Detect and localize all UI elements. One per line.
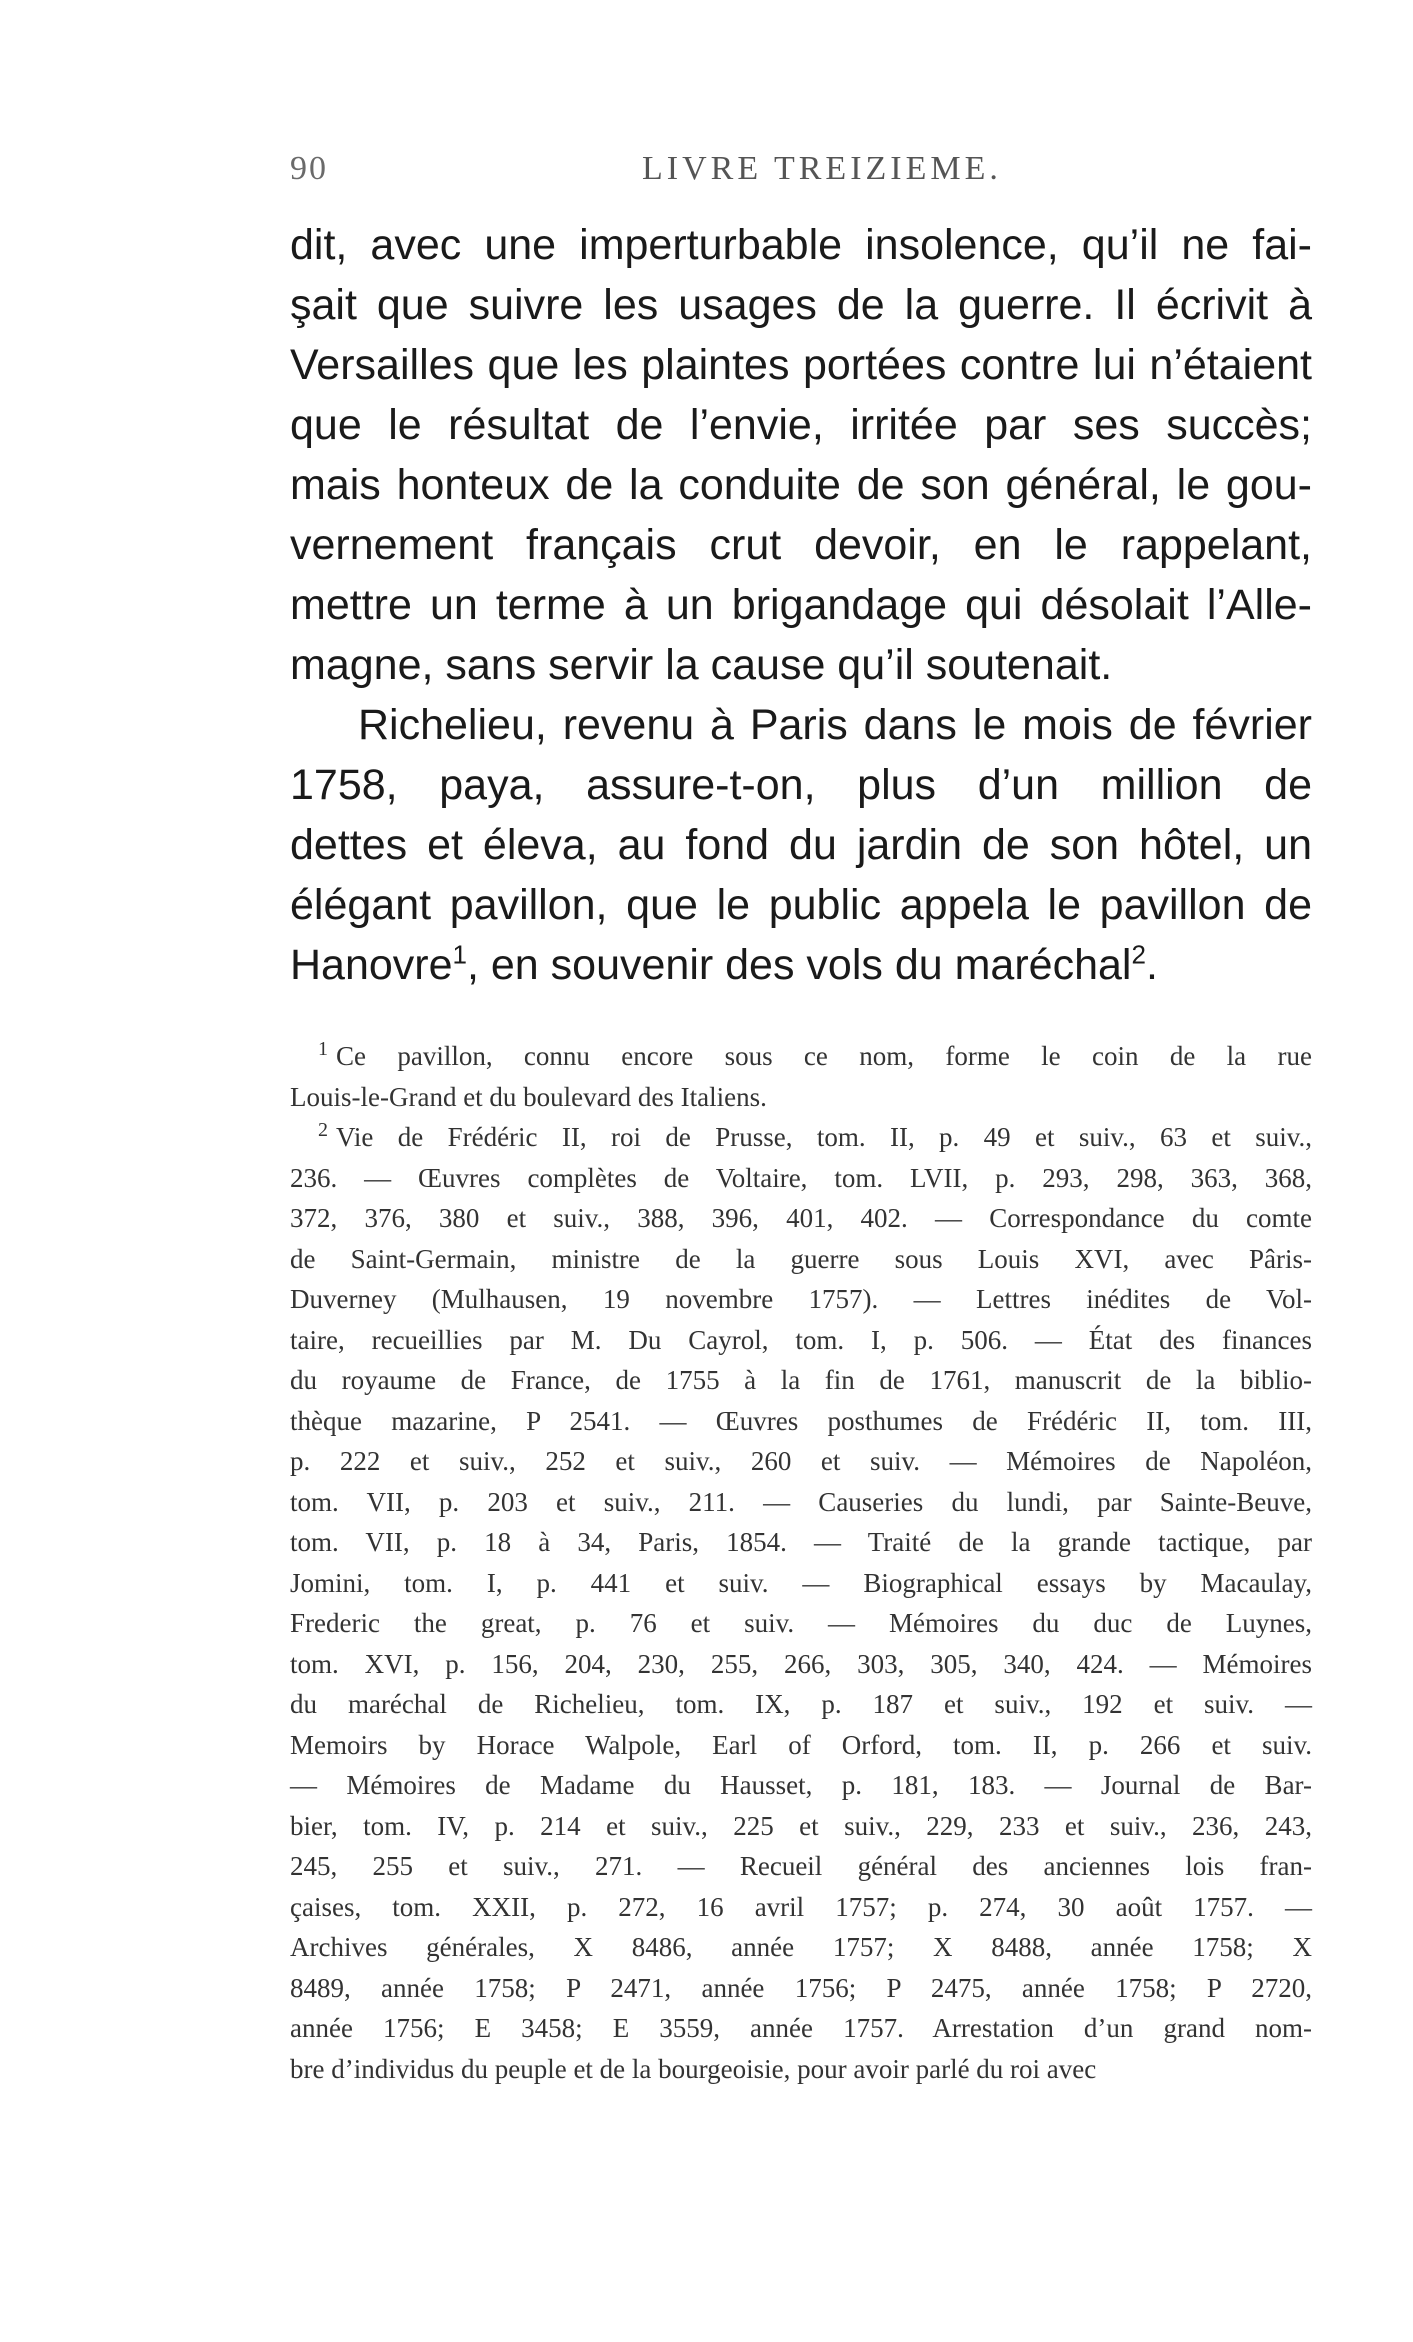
- text-line: Richelieu, revenu à Paris dans le mois de février: [358, 701, 1312, 749]
- text-line: mais honteux de la conduite de son général, le gou-: [290, 461, 1312, 509]
- footnote-ref-1[interactable]: 1: [452, 939, 467, 970]
- footnote-line: çaises, tom. XXII, p. 272, 16 avril 1757; p. 274, 30 août 1757. —: [290, 1891, 1312, 1922]
- text-fragment: .: [1145, 941, 1158, 989]
- footnote-line: tom. VII, p. 18 à 34, Paris, 1854. — Traité de la grande tactique, par: [290, 1527, 1312, 1557]
- footnote-line: du royaume de France, de 1755 à la fin de 1761, manuscrit de la biblio-: [290, 1365, 1312, 1395]
- text-line: dettes et éleva, au fond du jardin de son hôtel, un: [290, 821, 1312, 869]
- footnote-line: du maréchal de Richelieu, tom. IX, p. 187 et suiv., 192 et suiv. —: [290, 1689, 1312, 1719]
- book-title: LIVRE TREIZIEME.: [642, 150, 1002, 187]
- footnote-line: Louis-le-Grand et du boulevard des Italiens.: [290, 1081, 767, 1112]
- footnotes: [290, 1036, 1312, 2089]
- running-head: [290, 150, 1310, 206]
- text-fragment: Hanovre: [290, 941, 453, 989]
- text-fragment: , en souvenir des vols du maréchal: [467, 941, 1132, 989]
- footnote-line: Duverney (Mulhausen, 19 novembre 1757). — Lettres inédites de Vol-: [290, 1284, 1312, 1314]
- footnote-line: année 1756; E 3458; E 3559, année 1757. Arrestation d’un grand nom-: [290, 2013, 1312, 2043]
- footnote-text: Ce pavillon, connu encore sous ce nom, forme le coin de la rue: [336, 1041, 1312, 1071]
- footnote-line: 245, 255 et suiv., 271. — Recueil général des anciennes lois fran-: [290, 1851, 1312, 1881]
- footnote-line: taire, recueillies par M. Du Cayrol, tom. I, p. 506. — État des finances: [290, 1324, 1312, 1355]
- page-number: 90: [290, 150, 328, 187]
- footnote-1: [290, 1036, 1312, 1117]
- text-line: que le résultat de l’envie, irritée par ses succès;: [290, 401, 1312, 449]
- footnote-line: 372, 376, 380 et suiv., 388, 396, 401, 402. — Correspondance du comte: [290, 1203, 1312, 1233]
- text-line-last: [290, 935, 1312, 995]
- footnote-line: — Mémoires de Madame du Hausset, p. 181, 183. — Journal de Bar-: [290, 1770, 1312, 1800]
- text-line: Versailles que les plaintes portées contre lui n’étaient: [290, 341, 1312, 389]
- footnote-line: de Saint-Germain, ministre de la guerre sous Louis XVI, avec Pâris-: [290, 1243, 1312, 1274]
- text-line: 1758, paya, assure-t-on, plus d’un million de: [290, 761, 1312, 809]
- footnote-line: Frederic the great, p. 76 et suiv. — Mémoires du duc de Luynes,: [290, 1608, 1312, 1638]
- footnote-line: tom. XVI, p. 156, 204, 230, 255, 266, 303, 305, 340, 424. — Mémoires: [290, 1648, 1312, 1679]
- footnote-line: 8489, année 1758; P 2471, année 1756; P 2475, année 1758; P 2720,: [290, 1972, 1312, 2003]
- footnote-line: tom. VII, p. 203 et suiv., 211. — Causeries du lundi, par Sainte-Beuve,: [290, 1486, 1312, 1517]
- footnote-line: bier, tom. IV, p. 214 et suiv., 225 et suiv., 229, 233 et suiv., 236, 243,: [290, 1810, 1312, 1841]
- footnote-mark: 1: [318, 1038, 328, 1060]
- footnote-line: Jomini, tom. I, p. 441 et suiv. — Biographical essays by Macaulay,: [290, 1567, 1312, 1598]
- text-line: dit, avec une imperturbable insolence, qu’il ne fai-: [290, 221, 1312, 269]
- footnote-line: bre d’individus du peuple et de la bourgeoisie, pour avoir parlé du roi avec: [290, 2053, 1097, 2084]
- text-line: şait que suivre les usages de la guerre. Il écrivit à: [290, 281, 1312, 329]
- text-line: magne, sans servir la cause qu’il soutenait.: [290, 641, 1113, 689]
- footnote-line: [290, 1036, 1312, 1077]
- footnote-line: thèque mazarine, P 2541. — Œuvres posthumes de Frédéric II, tom. III,: [290, 1405, 1312, 1436]
- footnote-mark: 2: [318, 1119, 328, 1141]
- text-line: élégant pavillon, que le public appela le pavillon de: [290, 881, 1312, 929]
- body-text: [290, 215, 1312, 995]
- footnote-line: Archives générales, X 8486, année 1757; X 8488, année 1758; X: [290, 1932, 1312, 1962]
- footnote-line: [290, 1117, 1312, 1158]
- footnote-ref-2[interactable]: 2: [1131, 939, 1146, 970]
- footnote-line: p. 222 et suiv., 252 et suiv., 260 et suiv. — Mémoires de Napoléon,: [290, 1446, 1312, 1476]
- footnote-line: 236. — Œuvres complètes de Voltaire, tom. LVII, p. 293, 298, 363, 368,: [290, 1162, 1312, 1193]
- footnote-2: [290, 1117, 1312, 2089]
- text-line: mettre un terme à un brigandage qui désolait l’Alle-: [290, 581, 1312, 629]
- text-line: vernement français crut devoir, en le rappelant,: [290, 521, 1312, 569]
- footnote-text: Vie de Frédéric II, roi de Prusse, tom. II, p. 49 et suiv., 63 et suiv.,: [336, 1122, 1312, 1152]
- footnote-line: Memoirs by Horace Walpole, Earl of Orford, tom. II, p. 266 et suiv.: [290, 1729, 1312, 1760]
